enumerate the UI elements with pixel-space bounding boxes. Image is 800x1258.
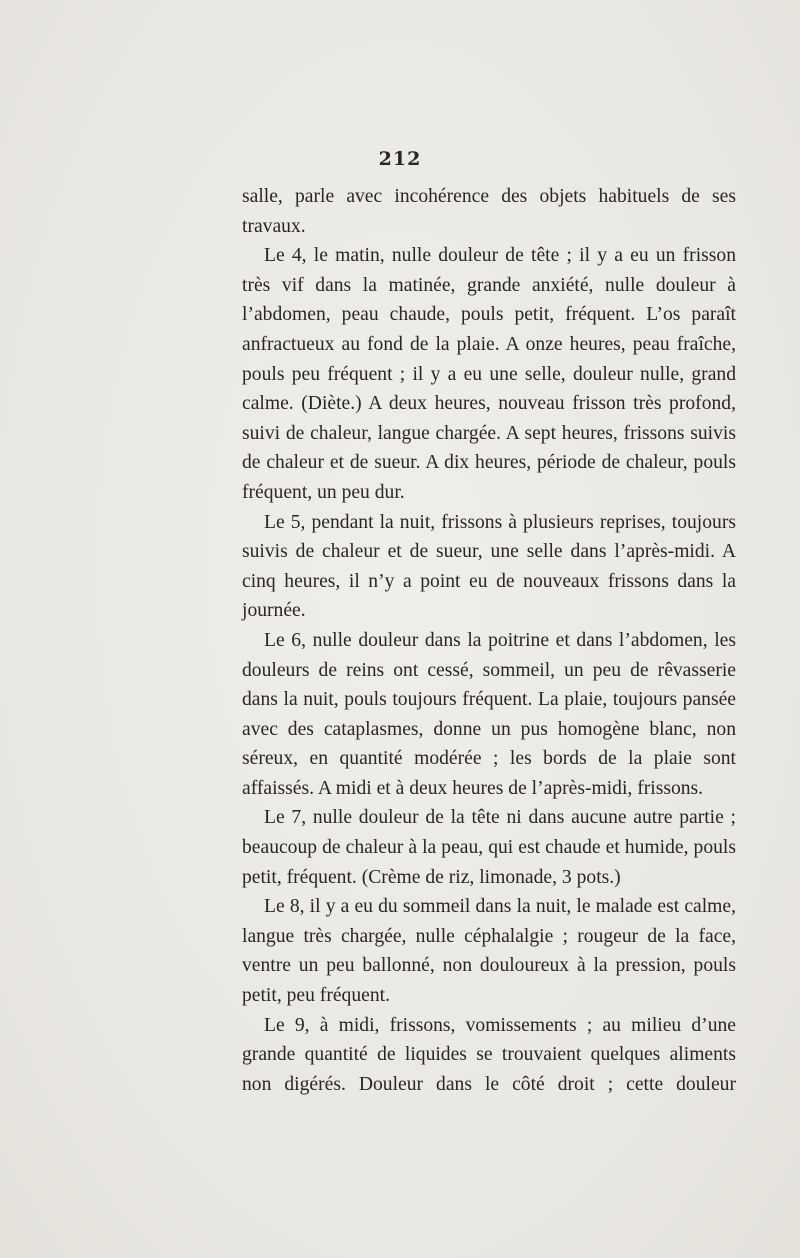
paragraph-6: Le 8, il y a eu du sommeil dans la nuit, le malade est calme, langue très chargée, nulle céphalalgie ; rougeur de la face, ventre un peu ballonné, non douloureux à la pression, pouls petit, peu fréquent.: [242, 896, 736, 1007]
paragraph-2: Le 4, le matin, nulle douleur de tête ; il y a eu un frisson très vif dans la matinée, grande anxiété, nulle douleur à l’abdomen, peau chaude, pouls petit, fréquent. L’os paraît anfractueux au fond de la plaie. A onze heures, peau fraîche, pouls peu fréquent ; il y a eu une selle, douleur nulle, grand calme. (Diète.) A deux heures, nouveau frisson très profond, suivi de chaleur, langue chargée. A sept heures, frissons suivis de chaleur et de sueur. A dix heures, période de chaleur, pouls fréquent, un peu dur.: [242, 245, 736, 503]
paragraph-7: Le 9, à midi, frissons, vomissements ; au milieu d’une grande quantité de liquides se trouvaient quelques aliments non digérés. Douleur dans le côté droit ; cette douleur: [242, 1014, 736, 1095]
paragraph-5: Le 7, nulle douleur de la tête ni dans aucune autre partie ; beaucoup de chaleur à la peau, qui est chaude et humide, pouls petit, fréquent. (Crème de riz, limonade, 3 pots.): [242, 807, 736, 888]
body-text: [242, 182, 736, 1099]
paragraph-1: salle, parle avec incohérence des objets habituels de ses travaux.: [242, 186, 736, 237]
paragraph-4: Le 6, nulle douleur dans la poitrine et dans l’abdomen, les douleurs de reins ont cessé, sommeil, un peu de rêvasserie dans la nuit, pouls toujours fréquent. La plaie, toujours pansée avec des cataplasmes, donne un pus homogène blanc, non séreux, en quantité modérée ; les bords de la plaie sont affaissés. A midi et à deux heures de l’après-midi, frissons.: [242, 629, 736, 799]
page-number: 212: [378, 148, 422, 170]
paragraph-3: Le 5, pendant la nuit, frissons à plusieurs reprises, toujours suivis de chaleur et de sueur, une selle dans l’après-midi. A cinq heures, il n’y a point eu de nouveaux frissons dans la journée.: [242, 511, 736, 622]
